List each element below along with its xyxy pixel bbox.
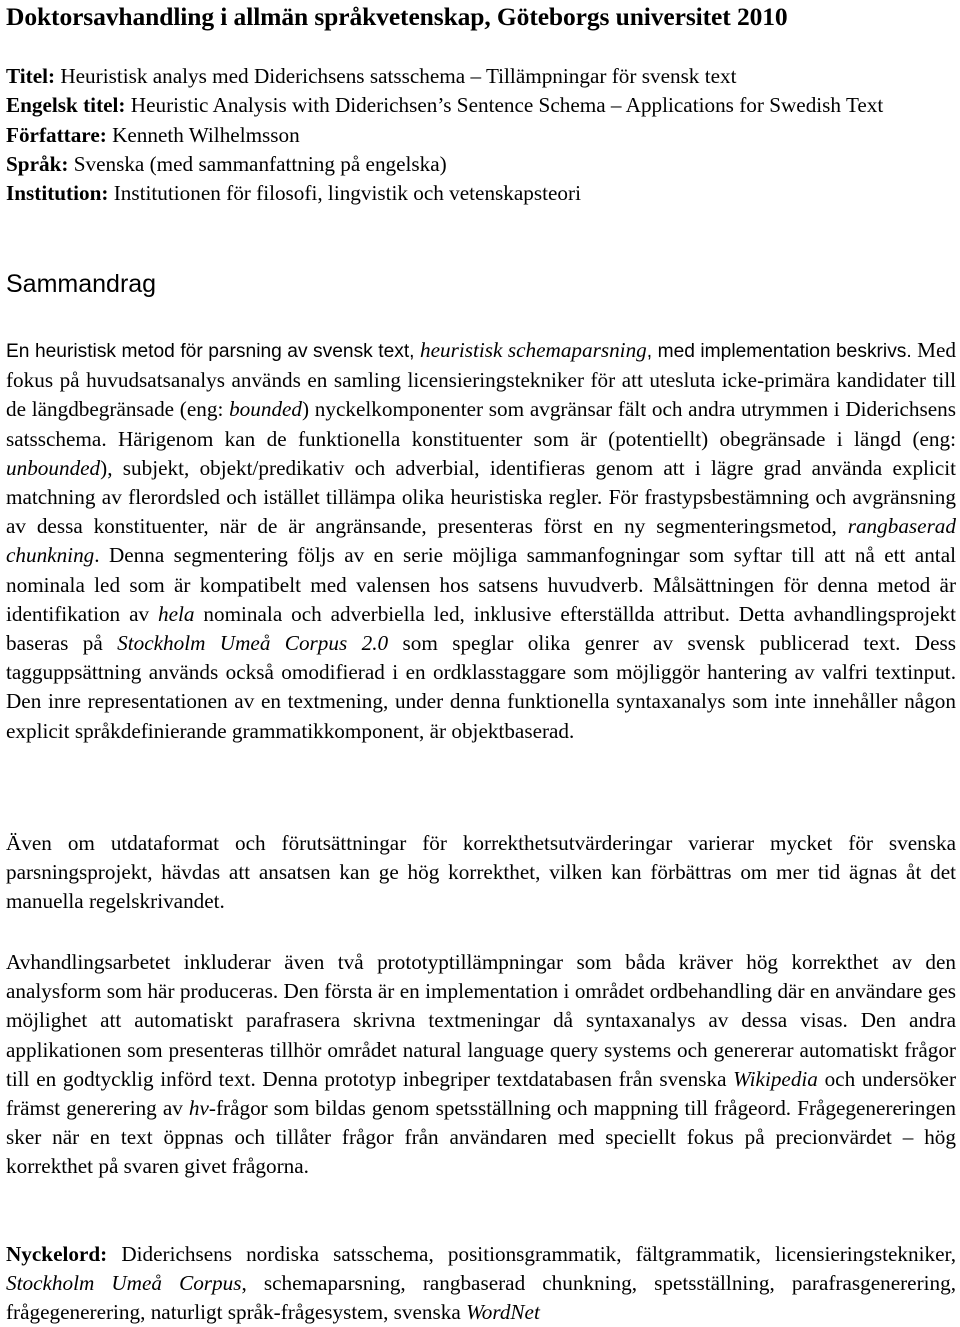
text-run: Med fokus på huvudsatsanalys används en samling licensieringstekniker för att utesluta icke-primära kandidater till de längdbegränsade (eng:: [6, 338, 957, 422]
text-run: Diderichsens nordiska satsschema, positionsgrammatik, fältgrammatik, licensieringstekniker,: [107, 1242, 956, 1266]
text-run: och undersöker främst generering av: [6, 1066, 956, 1121]
meta-language: [6, 150, 956, 179]
text-run: , med implementation beskrivs.: [646, 341, 912, 362]
abstract-paragraph-2: Även om utdataformat och förutsättningar för korrekthetsutvärderingar varierar mycket för svenska parsningsprojekt, hävdas att ansatsen kan ge hög korrekthet, vilken kan förbättras om mer tid ägnas åt det manuella regelskrivandet.: [6, 831, 956, 914]
emphasis: unbounded: [6, 455, 101, 480]
text-run: som speglar olika genrer av svensk publicerad text. Dess tagguppsättning används också omodifierad i en ordklasstaggare som möjliggör hantering av valfri textinput. Den inre representationen av en textmening, under denna funktionella syntaxanalys som inte innehåller någon explicit språkdefinierande grammatikkomponent, är objektbaserad.: [6, 631, 956, 743]
emphasis: Wikipedia: [733, 1066, 818, 1091]
text-run: En heuristisk metod för parsning av svensk text,: [6, 341, 421, 362]
meta-value: Svenska (med sammanfattning på engelska): [68, 151, 447, 176]
meta-english-title: [6, 91, 956, 120]
text-run: ), subjekt, objekt/predikativ och adverbial, identifieras genom att i lägre grad använda explicit matchning av flerordsled och istället tillämpa olika heuristiska regler. För frastypsbestämning och avgränsning av dessa konstituenter, när de är angränsande, presenteras först en ny segmenteringsmetod,: [6, 455, 956, 539]
text-run: . Denna segmentering följs av en serie möjliga sammanfogningar som syftar till att nå ett antal nominala led som är kompatibelt med valensen hos satsens huvudverb. Målsättningen för denna metod är identifikation av: [6, 543, 956, 626]
abstract-paragraph-3: [6, 948, 956, 1182]
meta-title: [6, 62, 956, 91]
text-run: Avhandlingsarbetet inkluderar även två prototyptillämpningar som båda kräver hög korrekthet av den analysform som här produceras. Den första är en implementation i området ordbehandling där en användare ges möjlighet att automatiskt parafrasera skrivna textmeningar då syntaxanalys av dessa visas. Den andra applikationen som presenteras tillhör området natural language query systems och genererar automatiskt frågor till en godtycklig införd text. Denna prototyp inbegriper textdatabasen från svenska: [6, 950, 956, 1091]
emphasis: bounded: [229, 397, 303, 422]
meta-label: Engelsk titel:: [6, 93, 126, 118]
meta-label: Titel:: [6, 64, 56, 88]
section-heading-summary: Sammandrag: [6, 270, 157, 298]
text-run: ) nyckelkomponenter som avgränsar fält och andra utrymmen i Diderichsens satsschema.: [6, 397, 956, 451]
emphasis: rangbaserad chunkning: [6, 514, 956, 568]
meta-label: Institution:: [6, 181, 109, 206]
emphasis: heuristisk schemaparsning: [420, 338, 647, 362]
meta-institution: [6, 179, 956, 208]
text-run: nominala och adverbiella led, inklusive efterställda attribut. Detta avhandlingsprojekt baseras på: [6, 601, 956, 656]
meta-value: Kenneth Wilhelmsson: [106, 122, 300, 147]
meta-value: Institutionen för filosofi, lingvistik och vetenskapsteori: [108, 181, 581, 206]
metadata-block: [6, 62, 956, 208]
meta-value: Heuristic Analysis with Diderichsen’s Sentence Schema – Applications for Swedish Text: [125, 93, 884, 118]
emphasis: Stockholm Umeå Corpus: [6, 1271, 242, 1296]
keywords-label: Nyckelord:: [6, 1242, 108, 1266]
keywords-paragraph: [6, 1240, 956, 1327]
meta-author: [6, 121, 956, 150]
document-header: Doktorsavhandling i allmän språkvetenskap, Göteborgs universitet 2010: [6, 2, 788, 31]
emphasis: Stockholm Umeå Corpus 2.0: [117, 631, 389, 656]
text-run: , schemaparsning, rangbaserad chunkning, spetsställning, parafrasgenerering, frågegenerering, naturligt språk-frågesystem, svenska: [6, 1271, 957, 1325]
meta-value: Heuristisk analys med Diderichsens satsschema – Tillämpningar för svensk text: [55, 64, 737, 88]
text-run: -frågor som bildas genom spetsställning och mappning till frågeord. Frågegenereringen sker när en text öppnas och tillåter frågor från användaren med speciellt fokus på precionvärdet – hög korrekthet på svaren givet frågorna.: [6, 1096, 956, 1179]
meta-label: Språk:: [6, 151, 69, 176]
text-run: Härigenom kan de funktionella konstituenter som är (potentiellt) obegränsade i längd (eng:: [106, 426, 956, 451]
emphasis: WordNet: [466, 1300, 540, 1325]
abstract-paragraph-1: [6, 336, 956, 746]
emphasis: hela: [157, 601, 195, 626]
meta-label: Författare:: [6, 122, 107, 147]
emphasis: hv: [188, 1096, 209, 1121]
